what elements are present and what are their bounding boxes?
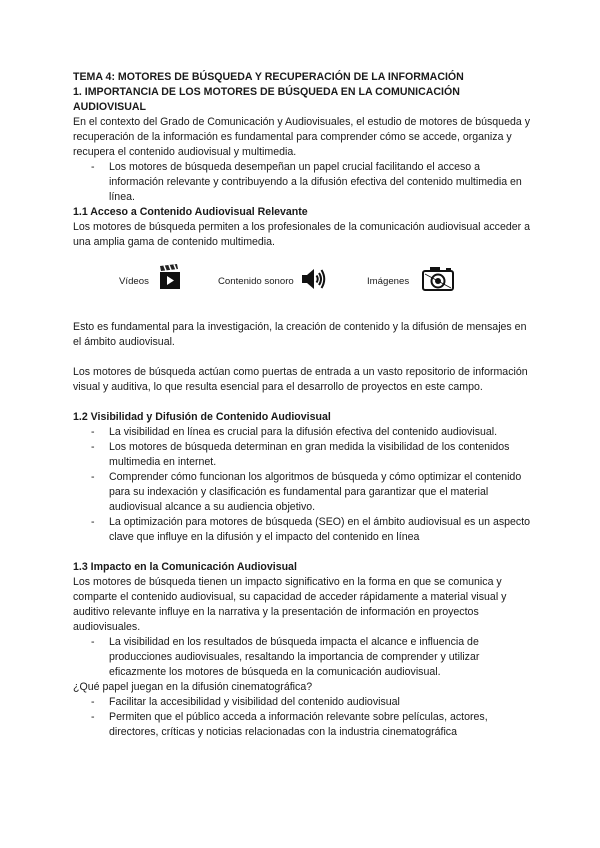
section-1-1-intro: Los motores de búsqueda permiten a los profesionales de la comunicación audiovisual acceder a una amplia gama de contenido multimedia.	[73, 221, 530, 248]
section-1-3-question: ¿Qué papel juegan en la difusión cinematográfica?	[73, 681, 313, 693]
bullet-item: - Los motores de búsqueda desempeñan un papel crucial facilitando el acceso a información relevante y contribuyendo a la difusión efectiva del contenido multimedia en línea.	[73, 160, 533, 205]
answer-item: - Permiten que el público acceda a información relevante sobre películas, actores, directores, críticas y noticias relacionadas con la industria cinematográfica	[73, 710, 533, 740]
section-1-2-bullets	[73, 425, 533, 545]
document-title: TEMA 4: MOTORES DE BÚSQUEDA Y RECUPERACIÓN DE LA INFORMACIÓN	[73, 71, 464, 83]
section-1-1-heading: 1.1 Acceso a Contenido Audiovisual Relevante	[73, 206, 308, 218]
bullet-item: - La optimización para motores de búsqueda (SEO) en el ámbito audiovisual es un aspecto clave que influye en la difusión y el impacto del contenido en línea	[73, 515, 533, 545]
section-1-3-heading: 1.3 Impacto en la Comunicación Audiovisual	[73, 561, 297, 573]
bullet-item: - La visibilidad en línea es crucial para la difusión efectiva del contenido audiovisual.	[73, 425, 533, 440]
speaker-icon	[301, 266, 327, 297]
section-1-3-intro: Los motores de búsqueda tienen un impacto significativo en la forma en que se comunica y comparte el contenido audiovisual, su capacidad de acceder rápidamente a material visual y auditivo relevante influye en la narrativa y la presentación de información en proyectos audiovisuales.	[73, 576, 507, 633]
bullet-item: - La visibilidad en los resultados de búsqueda impacta el alcance e influencia de producciones audiovisuales, resaltando la importancia de comprender y utilizar eficazmente los motores de búsqueda en la comunicación audiovisual.	[73, 635, 533, 680]
section-1-1-paragraph-2: Los motores de búsqueda actúan como puertas de entrada a un vasto repositorio de información visual y auditiva, lo que resulta esencial para el desarrollo de proyectos en este campo.	[73, 366, 528, 393]
media-label-videos: Vídeos	[119, 276, 149, 287]
document-content	[73, 70, 533, 740]
section-1-3-answers	[73, 695, 533, 740]
media-label-images: Imágenes	[367, 276, 410, 287]
bullet-item: - Comprender cómo funcionan los algoritmos de búsqueda y cómo optimizar el contenido para su indexación y clasificación es fundamental para garantizar que el material audiovisual alcance a su audiencia objetivo.	[73, 470, 533, 515]
section-1-3-bullets	[73, 635, 533, 680]
section-1-intro: En el contexto del Grado de Comunicación y Audiovisuales, el estudio de motores de búsqueda y recuperación de la información es fundamental para comprender cómo se accede, organiza y recupera el contenido audiovisual y multimedia.	[73, 116, 530, 158]
answer-item: - Facilitar la accesibilidad y visibilidad del contenido audiovisual	[73, 695, 533, 710]
clapperboard-icon	[159, 264, 181, 295]
section-1-1-paragraph-1: Esto es fundamental para la investigación, la creación de contenido y la difusión de mensajes en el ámbito audiovisual.	[73, 321, 527, 348]
section-1-bullets	[73, 160, 533, 205]
media-label-sound: Contenido sonoro	[218, 276, 294, 287]
camera-icon	[421, 264, 455, 297]
bullet-item: - Los motores de búsqueda determinan en gran medida la visibilidad de los contenidos multimedia en internet.	[73, 440, 533, 470]
section-1-2-heading: 1.2 Visibilidad y Difusión de Contenido Audiovisual	[73, 411, 331, 423]
section-1-heading: 1. IMPORTANCIA DE LOS MOTORES DE BÚSQUEDA EN LA COMUNICACIÓN AUDIOVISUAL	[73, 86, 460, 113]
media-types-row	[73, 256, 533, 306]
